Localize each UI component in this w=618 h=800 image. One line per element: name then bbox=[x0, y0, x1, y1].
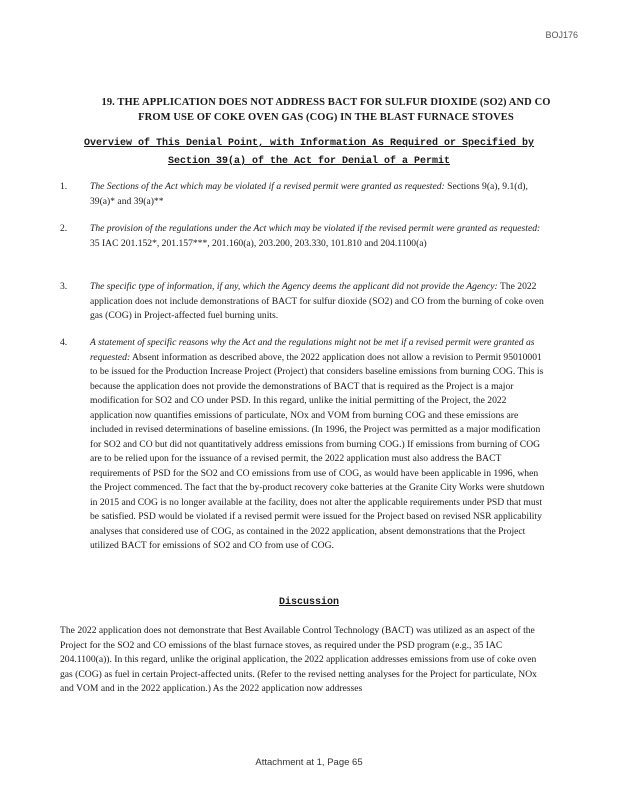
item-text: The 2022 application does not include demonstrations of BACT for sulfur dioxide (SO2) and CO from the burning of coke oven gas (COG) in Project-affected fuel burning units. bbox=[90, 281, 544, 321]
list-item bbox=[60, 280, 550, 324]
item-number: 3. bbox=[60, 281, 68, 292]
item-text: Sections 9(a), 9.1(d), 39(a)* and 39(a)** bbox=[90, 181, 528, 207]
item-number: 1. bbox=[60, 181, 68, 192]
item-lead: The provision of the regulations under the Act which may be violated if the revised permit were granted as requested: bbox=[90, 223, 541, 234]
list-item bbox=[60, 180, 550, 209]
item-lead: The Sections of the Act which may be violated if a revised permit were granted as requested: bbox=[90, 181, 445, 192]
item-lead: The specific type of information, if any, which the Agency deems the applicant did not provide the Agency: bbox=[90, 281, 498, 292]
item-number: 4. bbox=[60, 337, 68, 348]
page-footer: Attachment at 1, Page 65 bbox=[255, 757, 363, 768]
section-heading: 19. THE APPLICATION DOES NOT ADDRESS BACT FOR SULFUR DIOXIDE (SO2) AND CO FROM USE OF COKE OVEN GAS (COG) IN THE BLAST FURNACE STOVES bbox=[101, 97, 551, 123]
discussion-title: Discussion bbox=[278, 597, 339, 608]
list-item bbox=[60, 222, 550, 251]
item-lead: A statement of specific reasons why the Act and the regulations might not be met if a revised permit were granted as requested: bbox=[90, 337, 535, 363]
item-text: 35 IAC 201.152*, 201.157***, 201.160(a), 203.200, 203.330, 101.810 and 204.1100(a) bbox=[90, 237, 427, 249]
overview-title: Overview of This Denial Point, with Information As Required or Specified by Section 39(a) of the Act for Denial of a Permit bbox=[83, 138, 535, 167]
item-number: 2. bbox=[60, 223, 68, 234]
discussion-paragraph: The 2022 application does not demonstrate that Best Available Control Technology (BACT) was utilized as an aspect of the Project for the SO2 and CO emissions of the blast furnace stoves, as required under the PSD program (e.g., 35 IAC 204.1100(a)). In this regard, unlike the original application, the 2022 application addresses emissions from use of coke oven gas (COG) as fuel in certain Project-affected units. (Refer to the revised netting analyses for the Project for particulate, NOx and VOM and in the 2022 application.) As the 2022 application now addresses bbox=[60, 625, 537, 695]
item-text: Absent information as described above, the 2022 application does not allow a revision to Permit 95010001 to be issued for the Production Increase Project (Project) that considers baseline emissions from burning COG. This is because the application does not provide the demonstrations of BACT that is required as the Project is a major modification for SO2 and CO under PSD. In this regard, unlike the initial permitting of the Project, the 2022 application now quantifies emissions of particulate, NOx and VOM from burning COG and these emissions are included in revised determinations of baseline emissions. (In 1996, the Project was permitted as a major modification for SO2 and CO but did not quantitatively address emissions from burning COG.) If emissions from burning of COG are to be relied upon for the issuance of a revised permit, the 2022 application must also address the BACT requirements of PSD for the SO2 and CO emissions from use of COG, as would have been applicable in 1996, when the Project commenced. The fact that the by-product recovery coke batteries at the Granite City Works were shutdown in 2015 and COG is no longer available at the facility, does not alter the applicable requirements under PSD that must be satisfied. PSD would be violated if a revised permit were issued for the Project based on revised NSR applicability analyses that considered use of COG, as contained in the 2022 application, absent demonstrations that the Project utilized BACT for emissions of SO2 and CO from use of COG. bbox=[90, 351, 545, 551]
document-code: BOJ176 bbox=[545, 30, 578, 40]
list-item bbox=[60, 336, 550, 554]
